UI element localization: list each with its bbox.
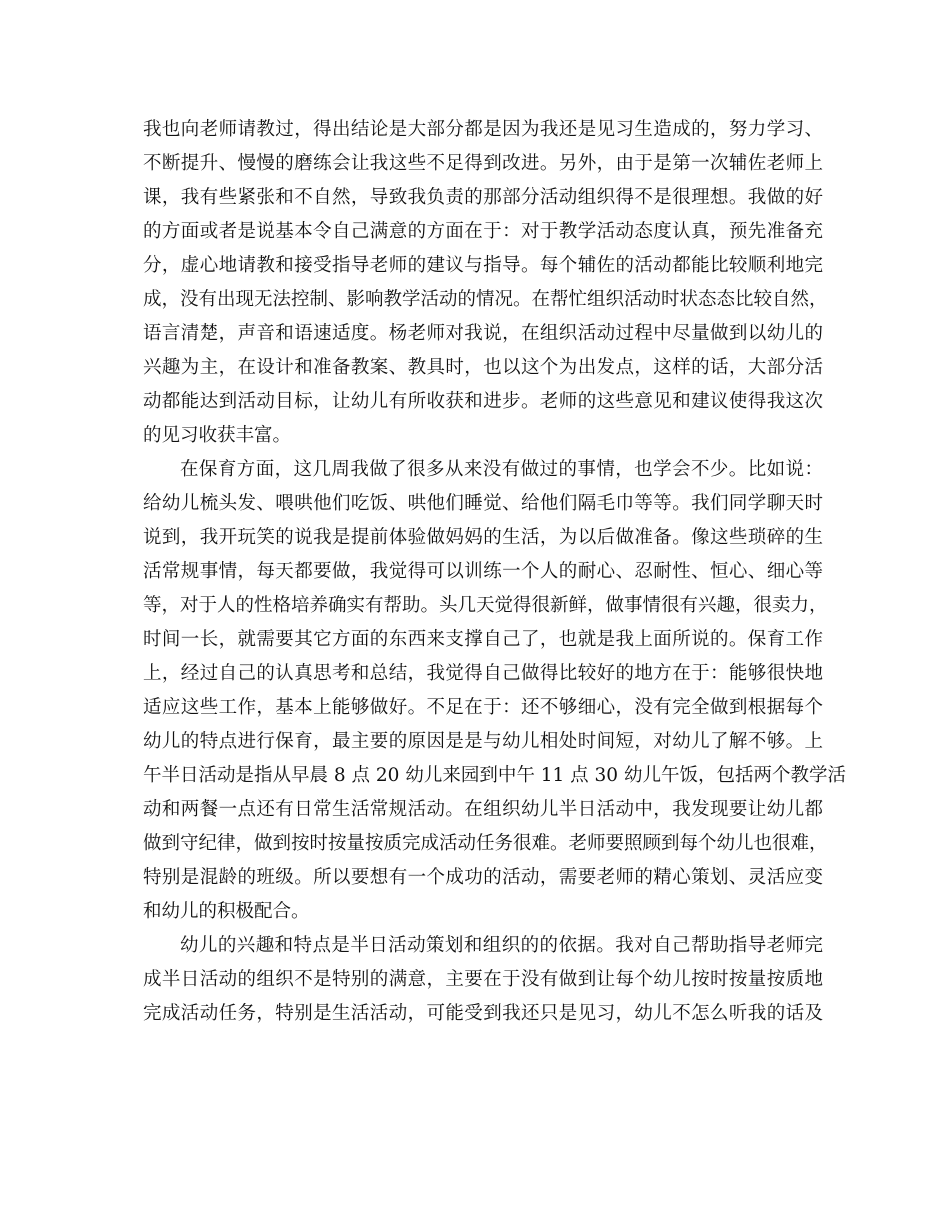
- text-line: 成，没有出现无法控制、影响教学活动的情况。在帮忙组织活动时状态态比较自然，: [143, 289, 828, 310]
- text-line: 不断提升、慢慢的磨练会让我这些不足得到改进。另外，由于是第一次辅佐老师上: [143, 153, 823, 174]
- text-line: 上，经过自己的认真思考和总结，我觉得自己做得比较好的地方在于：能够很快地: [143, 663, 823, 684]
- paragraph-3: [143, 929, 823, 1031]
- document-body: [143, 113, 846, 1031]
- text-line: 语言清楚，声音和语速适度。杨老师对我说，在组织活动过程中尽量做到以幼儿的: [143, 323, 823, 344]
- text-line: 的方面或者是说基本令自己满意的方面在于：对于教学活动态度认真，预先准备充: [143, 221, 823, 242]
- text-line: 特别是混龄的班级。所以要想有一个成功的活动，需要老师的精心策划、灵活应变: [143, 867, 823, 888]
- text-line: 成半日活动的组织不是特别的满意，主要在于没有做到让每个幼儿按时按量按质地: [143, 969, 823, 990]
- text-line: 午半日活动是指从早晨 8 点 20 幼儿来园到中午 11 点 30 幼儿午饭，包括两个教学活: [143, 765, 846, 786]
- text-line: 完成活动任务，特别是生活活动，可能受到我还只是见习，幼儿不怎么听我的话及: [143, 1003, 823, 1024]
- text-line: 活常规事情，每天都要做，我觉得可以训练一个人的耐心、忍耐性、恒心、细心等: [143, 561, 823, 582]
- text-line: 动都能达到活动目标，让幼儿有所收获和进步。老师的这些意见和建议使得我这次: [143, 391, 823, 412]
- paragraph-2: [143, 453, 846, 929]
- text-line: 分，虚心地请教和接受指导老师的建议与指导。每个辅佐的活动都能比较顺利地完: [143, 255, 823, 276]
- text-line: 幼儿的特点进行保育，最主要的原因是是与幼儿相处时间短，对幼儿了解不够。上: [143, 731, 823, 752]
- text-line: 给幼儿梳头发、喂哄他们吃饭、哄他们睡觉、给他们隔毛巾等等。我们同学聊天时: [143, 493, 823, 514]
- text-line: 和幼儿的积极配合。: [143, 901, 310, 922]
- text-line: 等，对于人的性格培养确实有帮助。头几天觉得很新鲜，做事情很有兴趣，很卖力，: [143, 595, 828, 616]
- text-line: 在保育方面，这几周我做了很多从来没有做过的事情，也学会不少。比如说：: [180, 459, 823, 480]
- text-line: 课，我有些紧张和不自然，导致我负责的那部分活动组织得不是很理想。我做的好: [143, 187, 823, 208]
- text-line: 兴趣为主，在设计和准备教案、教具时，也以这个为出发点，这样的话，大部分活: [143, 357, 823, 378]
- text-line: 说到，我开玩笑的说我是提前体验做妈妈的生活，为以后做准备。像这些琐碎的生: [143, 527, 823, 548]
- text-line: 动和两餐一点还有日常生活常规活动。在组织幼儿半日活动中，我发现要让幼儿都: [143, 799, 823, 820]
- paragraph-1: [143, 113, 828, 453]
- text-line: 适应这些工作，基本上能够做好。不足在于：还不够细心，没有完全做到根据每个: [143, 697, 823, 718]
- text-line: 幼儿的兴趣和特点是半日活动策划和组织的的依据。我对自己帮助指导老师完: [180, 935, 823, 956]
- text-line: 的见习收获丰富。: [143, 425, 292, 446]
- text-line: 时间一长，就需要其它方面的东西来支撑自己了，也就是我上面所说的。保育工作: [143, 629, 823, 650]
- text-line: 做到守纪律，做到按时按量按质完成活动任务很难。老师要照顾到每个幼儿也很难，: [143, 833, 828, 854]
- text-line: 我也向老师请教过，得出结论是大部分都是因为我还是见习生造成的，努力学习、: [143, 119, 823, 140]
